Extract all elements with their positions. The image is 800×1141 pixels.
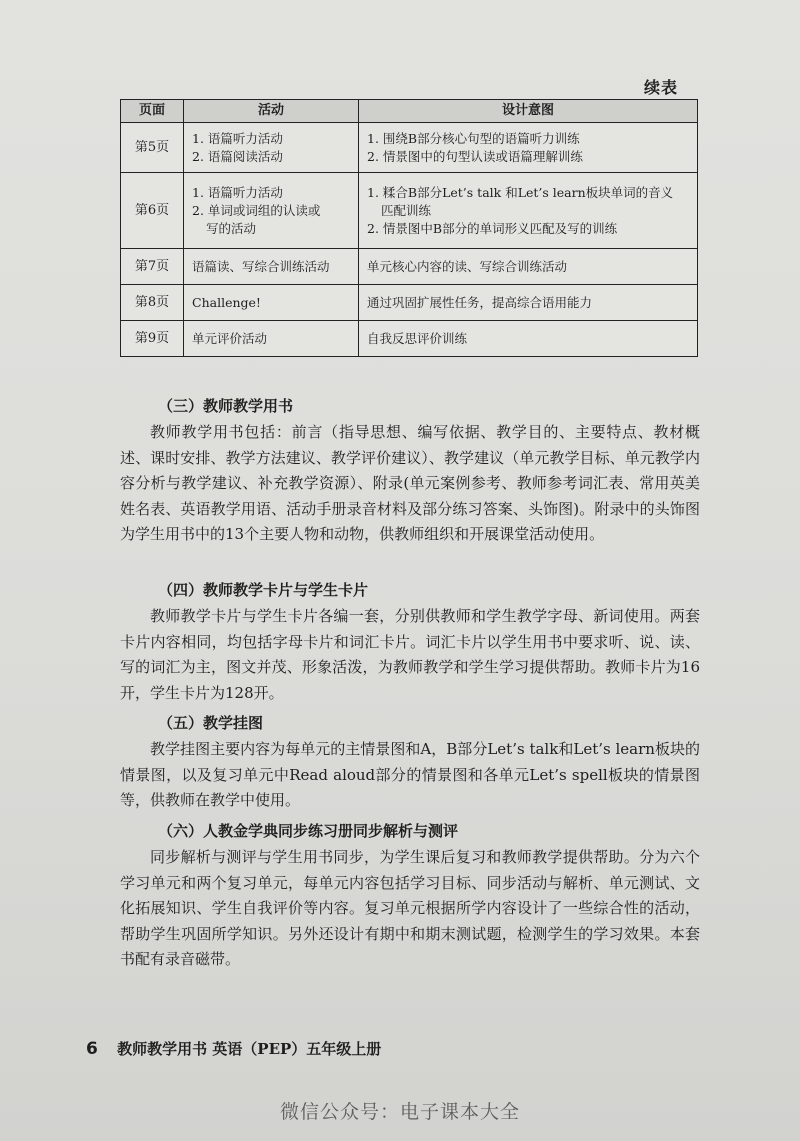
section-heading: （三）教师教学用书 <box>158 397 294 415</box>
row-intent: 单元核心内容的读、写综合训练活动 <box>359 249 698 285</box>
row-activity: 语篇读、写综合训练活动 <box>184 249 359 285</box>
table-header-row <box>121 100 698 123</box>
row-page: 第8页 <box>121 285 184 321</box>
row-page: 第9页 <box>121 321 184 357</box>
book-title: 教师教学用书 英语（PEP）五年级上册 <box>117 1040 382 1058</box>
section-heading: （五）教学挂图 <box>158 714 264 732</box>
row-intent: 1. 围绕B部分核心句型的语篇听力训练 2. 情景图中的句型认读或语篇理解训练 <box>359 123 698 173</box>
header-page: 页面 <box>121 100 184 123</box>
page-number: 6 <box>86 1039 98 1059</box>
activity-table <box>120 99 698 357</box>
section-heading: （六）人教金学典同步练习册同步解析与测评 <box>158 822 459 840</box>
table-row <box>121 321 698 357</box>
continued-label: 续表 <box>643 78 678 97</box>
section-body: 同步解析与测评与学生用书同步，为学生课后复习和教师教学提供帮助。分为六个学习单元和两个复习单元，每单元内容包括学习目标、同步活动与解析、单元测试、文化拓展知识、学生自我评价等内容。复习单元根据所学内容设计了一些综合性的活动，帮助学生巩固所学知识。另外还设计有期中和期末测试题，检测学生的学习效果。本套书配有录音磁带。 <box>120 848 700 968</box>
section-body: 教师教学卡片与学生卡片各编一套，分别供教师和学生教学字母、新词使用。两套卡片内容相同，均包括字母卡片和词汇卡片。词汇卡片以学生用书中要求听、说、读、写的词汇为主，图文并茂、形象活泼，为教师教学和学生学习提供帮助。教师卡片为16开，学生卡片为128开。 <box>120 607 700 702</box>
row-intent: 1. 糅合B部分Let’s talk 和Let’s learn板块单词的音义 匹配训练 2. 情景图中B部分的单词形义匹配及写的训练 <box>359 173 698 249</box>
row-page: 第7页 <box>121 249 184 285</box>
section-heading: （四）教师教学卡片与学生卡片 <box>158 581 369 599</box>
row-page: 第6页 <box>121 173 184 249</box>
row-activity: Challenge! <box>184 285 359 321</box>
table-row <box>121 173 698 249</box>
table-row <box>121 285 698 321</box>
row-page: 第5页 <box>121 123 184 173</box>
page-footer <box>86 1038 381 1059</box>
row-intent: 通过巩固扩展性任务，提高综合语用能力 <box>359 285 698 321</box>
row-intent: 自我反思评价训练 <box>359 321 698 357</box>
watermark: 微信公众号：电子课本大全 <box>279 1101 520 1123</box>
table-row <box>121 123 698 173</box>
table-row <box>121 249 698 285</box>
section-body: 教师教学用书包括：前言（指导思想、编写依据、教学目的、主要特点、教材概述、课时安排、教学方法建议、教学评价建议）、教学建议（单元教学目标、单元教学内容分析与教学建议、补充教学资源）、附录(单元案例参考、教师参考词汇表、常用英美姓名表、英语教学用语、活动手册录音材料及部分练习答案、头饰图)。附录中的头饰图为学生用书中的13个主要人物和动物，供教师组织和开展课堂活动使用。 <box>120 423 700 543</box>
row-activity: 单元评价活动 <box>184 321 359 357</box>
header-intent: 设计意图 <box>359 100 698 123</box>
row-activity: 1. 语篇听力活动 2. 单词或词组的认读或 写的活动 <box>184 173 359 249</box>
row-activity: 1. 语篇听力活动 2. 语篇阅读活动 <box>184 123 359 173</box>
section-body: 教学挂图主要内容为每单元的主情景图和A，B部分Let’s talk和Let’s learn板块的情景图，以及复习单元中Read aloud部分的情景图和各单元Let’s spell板块的情景图等，供教师在教学中使用。 <box>120 740 700 809</box>
header-activity: 活动 <box>184 100 359 123</box>
